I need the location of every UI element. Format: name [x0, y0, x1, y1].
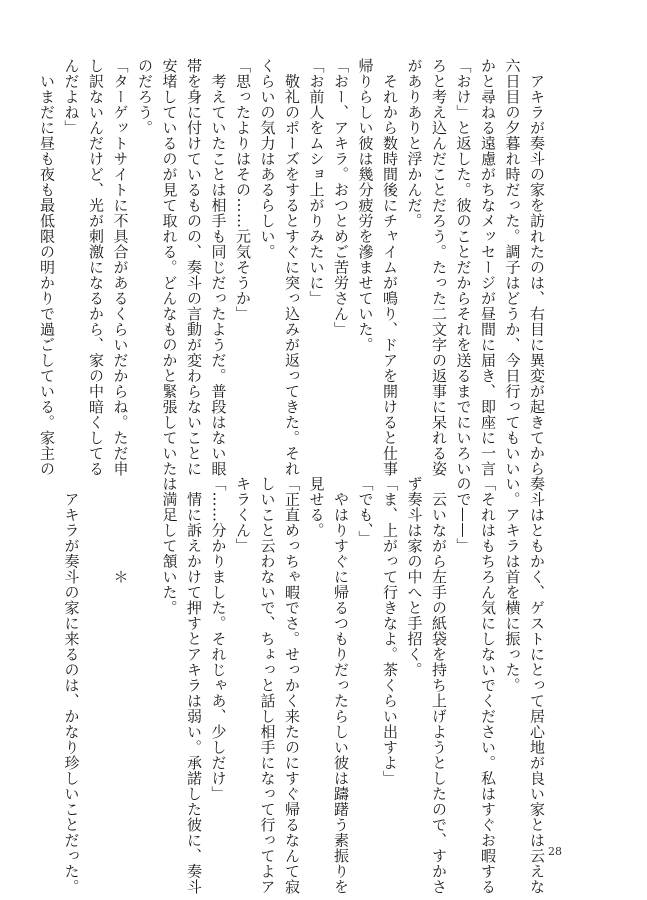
text-line: 帰りらしい彼は幾分疲労を滲ませていた。 [356, 58, 375, 353]
text-line: し訳ないんだけど、光が刺激になるから、家の中暗くしてる [87, 58, 105, 477]
text-line: 「思ったよりはその……元気そうか」 [234, 58, 252, 322]
text-line: 「でも、」 [356, 476, 375, 546]
text-line: 奏斗はともかく、ゲストにとって居心地が良い家とは云えな [528, 476, 546, 895]
text-line: 「……分かりました。それじゃあ、少しだけ」 [209, 476, 228, 802]
text-line: 「ターゲットサイトに不具合があるくらいだからね。ただ申 [111, 58, 130, 477]
text-line: しいこと云わないで、ちょっと話し相手になって行ってよア [258, 476, 277, 895]
text-line: 帯を身に付けているものの、奏斗の言動が変わらないことに [185, 58, 203, 477]
page-number: 28 [548, 845, 562, 858]
text-line: は満足して頷いた。 [160, 476, 179, 616]
text-line: 「おけ」と返した。彼のことだからそれを送るまでにいろい [454, 58, 473, 477]
text-line: 六日目の夕暮れ時だった。調子はどうか、今日行ってもいい [503, 58, 522, 477]
text-line: アキラが奏斗の家に来るのは、かなり珍しいことだった。 [62, 476, 81, 895]
text-line: 考えていたことは相手も同じだったようだ。普段はない眼 [209, 58, 228, 477]
text-line [133, 476, 158, 856]
text-line: かと尋ねる遠慮がちなメッセージが昼間に届き、即座に一言 [479, 58, 497, 477]
text-line: ので——」 [454, 476, 473, 554]
text-line: 見せる。 [307, 476, 326, 538]
lower-text-block [59, 476, 549, 895]
text-line: んだよね」 [62, 58, 81, 136]
text-line: くらいの気力はあるらしい。 [258, 58, 277, 260]
text-line: 「それはもちろん気にしないでください。私はすぐお暇する [479, 476, 497, 895]
text-line [84, 476, 109, 856]
text-line: 情に訴えかけて押すとアキラは弱い。承諾した彼に、奏斗 [185, 476, 203, 895]
text-line: ず奏斗は家の中へと手招く。 [405, 476, 424, 678]
text-line: がありありと浮かんだ。 [405, 58, 424, 229]
text-line: い。アキラは首を横に振った。 [503, 476, 522, 693]
text-line: 「ま、上がって行きなよ。茶くらい出すよ」 [381, 476, 399, 786]
text-line: ろと考え込んだことだろう。たった二文字の返事に呆れる姿 [430, 58, 448, 477]
text-line: 「お前人をムショ上がりみたいに」 [307, 58, 326, 306]
text-line: いまだに昼も夜も最低限の明かりで過ごしている。家主の [38, 58, 56, 477]
text-line: それから数時間後にチャイムが鳴り、ドアを開けると仕事 [381, 58, 399, 477]
text-line: キラくん」 [234, 476, 252, 554]
text-line: アキラが奏斗の家を訪れたのは、右目に異変が起きてから [528, 58, 546, 477]
text-line: 安堵しているのが見て取れる。どんなものかと緊張していた [160, 58, 179, 477]
text-line: やはりすぐに帰るつもりだったらしい彼は躊躇う素振りを [332, 476, 350, 895]
text-line: 敬礼のポーズをするとすぐに突っ込みが返ってきた。それ [283, 58, 301, 477]
text-line: ＊ [111, 476, 130, 585]
text-line: 云いながら左手の紙袋を持ち上げようとしたので、すかさ [430, 476, 448, 895]
text-line: 「正直めっちゃ暇でさ。せっかく来たのにすぐ帰るなんて寂 [283, 476, 301, 895]
text-line: 「おー、アキラ。おつとめご苦労さん」 [332, 58, 350, 337]
text-line: のだろう。 [136, 58, 154, 136]
upper-text-block [35, 58, 550, 477]
